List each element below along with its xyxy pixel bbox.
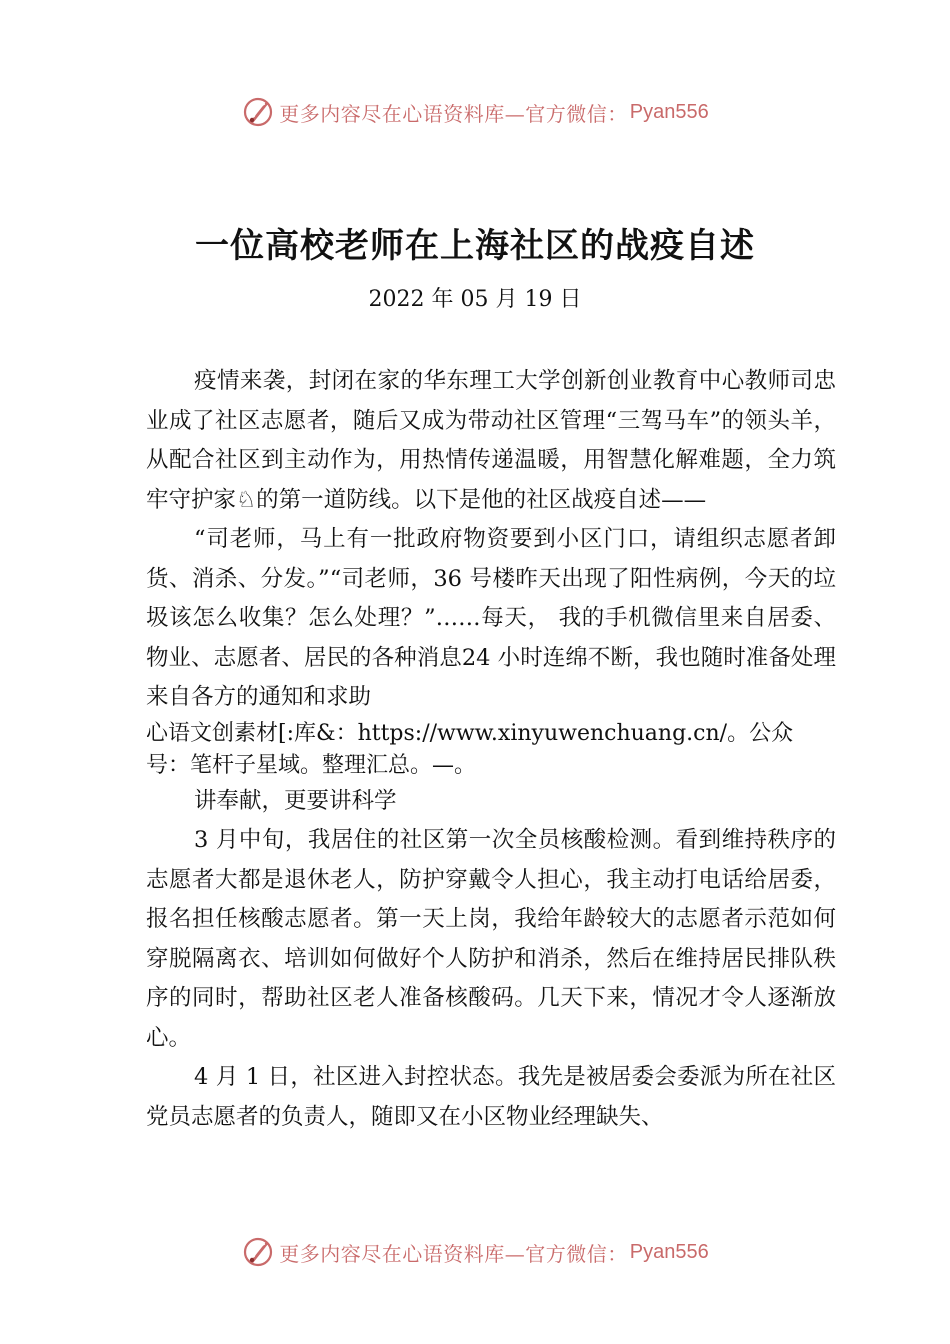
watermark-text: 更多内容尽在心语资料库—官方微信： xyxy=(279,1241,628,1266)
paragraph-april: 4 月 1 日，社区进入封控状态。我先是被居委会委派为所在社区党员志愿者的负责人，随即又在小区物业经理缺失、 xyxy=(146,1064,836,1130)
article-body xyxy=(146,362,836,1137)
watermark-wechat-id: Pyan556 xyxy=(629,1240,709,1263)
paragraph-march: 3 月中旬，我居住的社区第一次全员核酸检测。看到维持秩序的志愿者大都是退休老人，防护穿戴令人担心，我主动打电话给居委，报名担任核酸志愿者。第一天上岗，我给年龄较大的志愿者示范如何穿脱隔离衣、培训如何做好个人防护和消杀，然后在维持居民排队秩序的同时，帮助社区老人准备核酸码。几天下来，情况才令人逐渐放心。 xyxy=(146,827,836,1051)
footer-watermark-banner xyxy=(0,1232,950,1272)
watermark-text: 更多内容尽在心语资料库—官方微信： xyxy=(279,101,628,126)
section-heading: 讲奉献，更要讲科学 xyxy=(194,787,397,814)
source-watermark-line: 心语文创素材[:库&：https://www.xinyuwenchuang.cn/。公众号：笔杆子星域。整理汇总。—。 xyxy=(146,720,794,778)
header-watermark-banner xyxy=(0,92,950,132)
watermark-wechat-id: Pyan556 xyxy=(629,100,709,123)
paragraph-quote: “司老师，马上有一批政府物资要到小区门口，请组织志愿者卸货、消杀、分发。”“司老师，36 号楼昨天出现了阳性病例，今天的垃圾该怎么收集？怎么处理？”……每天， 我的手机微信里来自居委、物业、志愿者、居民的各种消息24 小时连绵不断，我也随时准备处理来自各方的通知和求助 xyxy=(146,526,836,710)
article-title: 一位高校老师在上海社区的战疫自述 xyxy=(195,226,755,266)
paragraph-intro: 疫情来袭，封闭在家的华东理工大学创新创业教育中心教师司忠业成了社区志愿者，随后又成为带动社区管理“三驾马车”的领头羊，从配合社区到主动作为，用热情传递温暖，用智慧化解难题，全力筑牢守护家♘的第一道防线。以下是他的社区战疫自述—— xyxy=(146,368,836,513)
quill-pen-seal-icon xyxy=(241,95,275,129)
article-date: 2022 年 05 月 19 日 xyxy=(368,287,582,312)
quill-pen-seal-icon xyxy=(241,1235,275,1269)
